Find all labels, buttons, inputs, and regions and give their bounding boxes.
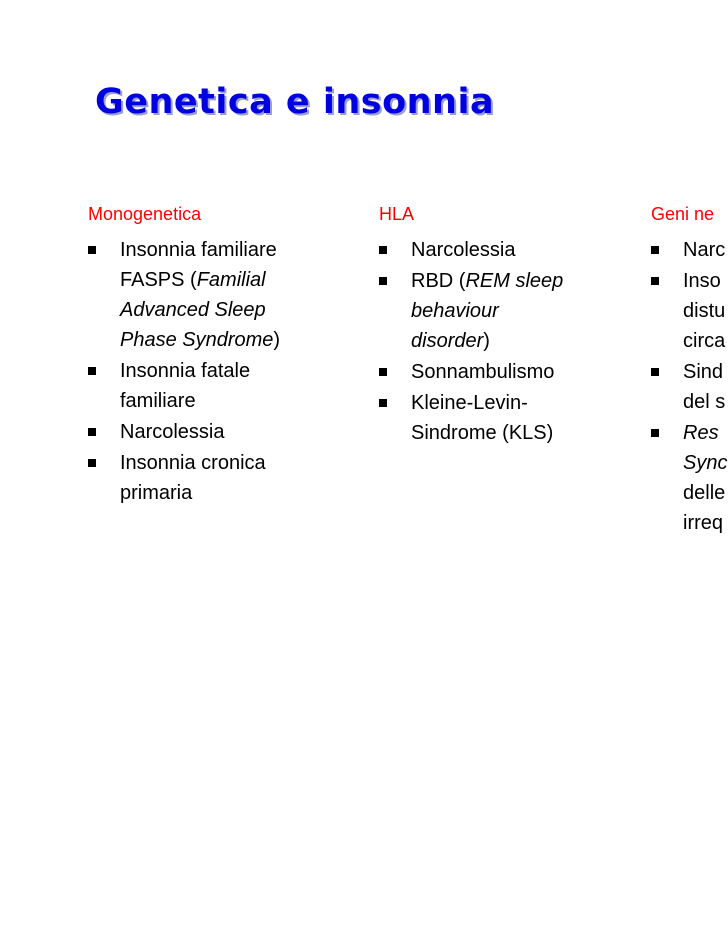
column-hla xyxy=(379,200,563,449)
square-bullet-icon xyxy=(88,459,96,467)
text-segment: Sindrome (KLS) xyxy=(411,422,554,444)
text-segment: familiare xyxy=(120,390,196,412)
text-segment: Insonnia familiare xyxy=(120,239,277,261)
text-segment: Sonnambulismo xyxy=(411,361,555,383)
text-segment: Res xyxy=(683,422,719,444)
list-item-line xyxy=(683,508,727,538)
text-segment: Familial xyxy=(196,269,266,291)
list-item-line xyxy=(120,265,280,295)
list-item xyxy=(651,266,727,356)
text-segment: Narcolessia xyxy=(120,421,225,443)
text-segment: Insonnia fatale xyxy=(120,360,251,382)
list-item-line xyxy=(120,417,280,447)
list-item xyxy=(88,417,280,447)
text-segment: Kleine-Levin- xyxy=(411,392,528,414)
text-segment: delle xyxy=(683,482,726,504)
square-bullet-icon xyxy=(651,277,659,285)
square-bullet-icon xyxy=(651,368,659,376)
bullet-list xyxy=(651,235,727,538)
text-segment: Sync xyxy=(683,452,728,474)
list-item-line xyxy=(683,478,727,508)
column-monogenetica xyxy=(88,200,280,509)
list-item-line xyxy=(683,235,727,265)
list-item xyxy=(88,356,280,416)
text-segment: irreq xyxy=(683,512,724,534)
list-item-line xyxy=(683,357,727,387)
list-item-line xyxy=(683,387,727,417)
column-geni xyxy=(651,200,727,539)
list-item xyxy=(379,235,563,265)
bullet-list xyxy=(379,235,563,448)
column-heading: Monogenetica xyxy=(88,204,202,224)
square-bullet-icon xyxy=(379,246,387,254)
list-item-line xyxy=(683,326,727,356)
list-item-line xyxy=(411,235,563,265)
list-item-line xyxy=(683,418,727,448)
square-bullet-icon xyxy=(88,246,96,254)
text-segment: Narc xyxy=(683,239,726,261)
text-segment: REM sleep xyxy=(465,270,564,292)
slide-title: Genetica e insonnia xyxy=(95,82,495,122)
list-item-line xyxy=(120,295,280,325)
text-segment: distu xyxy=(683,300,726,322)
square-bullet-icon xyxy=(379,399,387,407)
list-item-line xyxy=(683,448,727,478)
text-segment: Advanced Sleep xyxy=(120,299,266,321)
list-item xyxy=(88,448,280,508)
list-item-line xyxy=(411,296,563,326)
list-item-line xyxy=(411,266,563,296)
list-item xyxy=(651,357,727,417)
list-item-line xyxy=(411,388,563,418)
square-bullet-icon xyxy=(88,367,96,375)
list-item xyxy=(651,418,727,538)
text-segment: FASPS ( xyxy=(120,269,197,291)
text-segment: del s xyxy=(683,391,726,413)
list-item xyxy=(651,235,727,265)
list-item xyxy=(379,388,563,448)
list-item xyxy=(379,266,563,356)
text-segment: Sind xyxy=(683,361,724,383)
text-segment: circa xyxy=(683,330,726,352)
square-bullet-icon xyxy=(379,277,387,285)
text-segment: behaviour xyxy=(411,300,499,322)
list-item-line xyxy=(683,266,727,296)
list-item xyxy=(88,235,280,355)
list-item-line xyxy=(683,296,727,326)
square-bullet-icon xyxy=(88,428,96,436)
column-heading: Geni ne xyxy=(651,204,715,224)
list-item-line xyxy=(411,326,563,356)
text-segment: RBD ( xyxy=(411,270,466,292)
list-item-line xyxy=(120,325,280,355)
text-segment: Inso xyxy=(683,270,721,292)
square-bullet-icon xyxy=(651,246,659,254)
square-bullet-icon xyxy=(379,368,387,376)
list-item xyxy=(379,357,563,387)
list-item-line xyxy=(120,356,280,386)
square-bullet-icon xyxy=(651,429,659,437)
text-segment: ) xyxy=(273,329,281,351)
text-segment: disorder xyxy=(411,330,484,352)
list-item-line xyxy=(120,386,280,416)
text-segment: ) xyxy=(483,330,490,352)
list-item-line xyxy=(120,478,280,508)
list-item-line xyxy=(120,448,280,478)
text-segment: primaria xyxy=(120,482,193,504)
list-item-line xyxy=(120,235,280,265)
list-item-line xyxy=(411,357,563,387)
bullet-list xyxy=(88,235,280,508)
text-segment: Narcolessia xyxy=(411,239,516,261)
column-heading: HLA xyxy=(379,204,415,224)
list-item-line xyxy=(411,418,563,448)
text-segment: Phase Syndrome xyxy=(120,329,274,351)
text-segment: Insonnia cronica xyxy=(120,452,266,474)
